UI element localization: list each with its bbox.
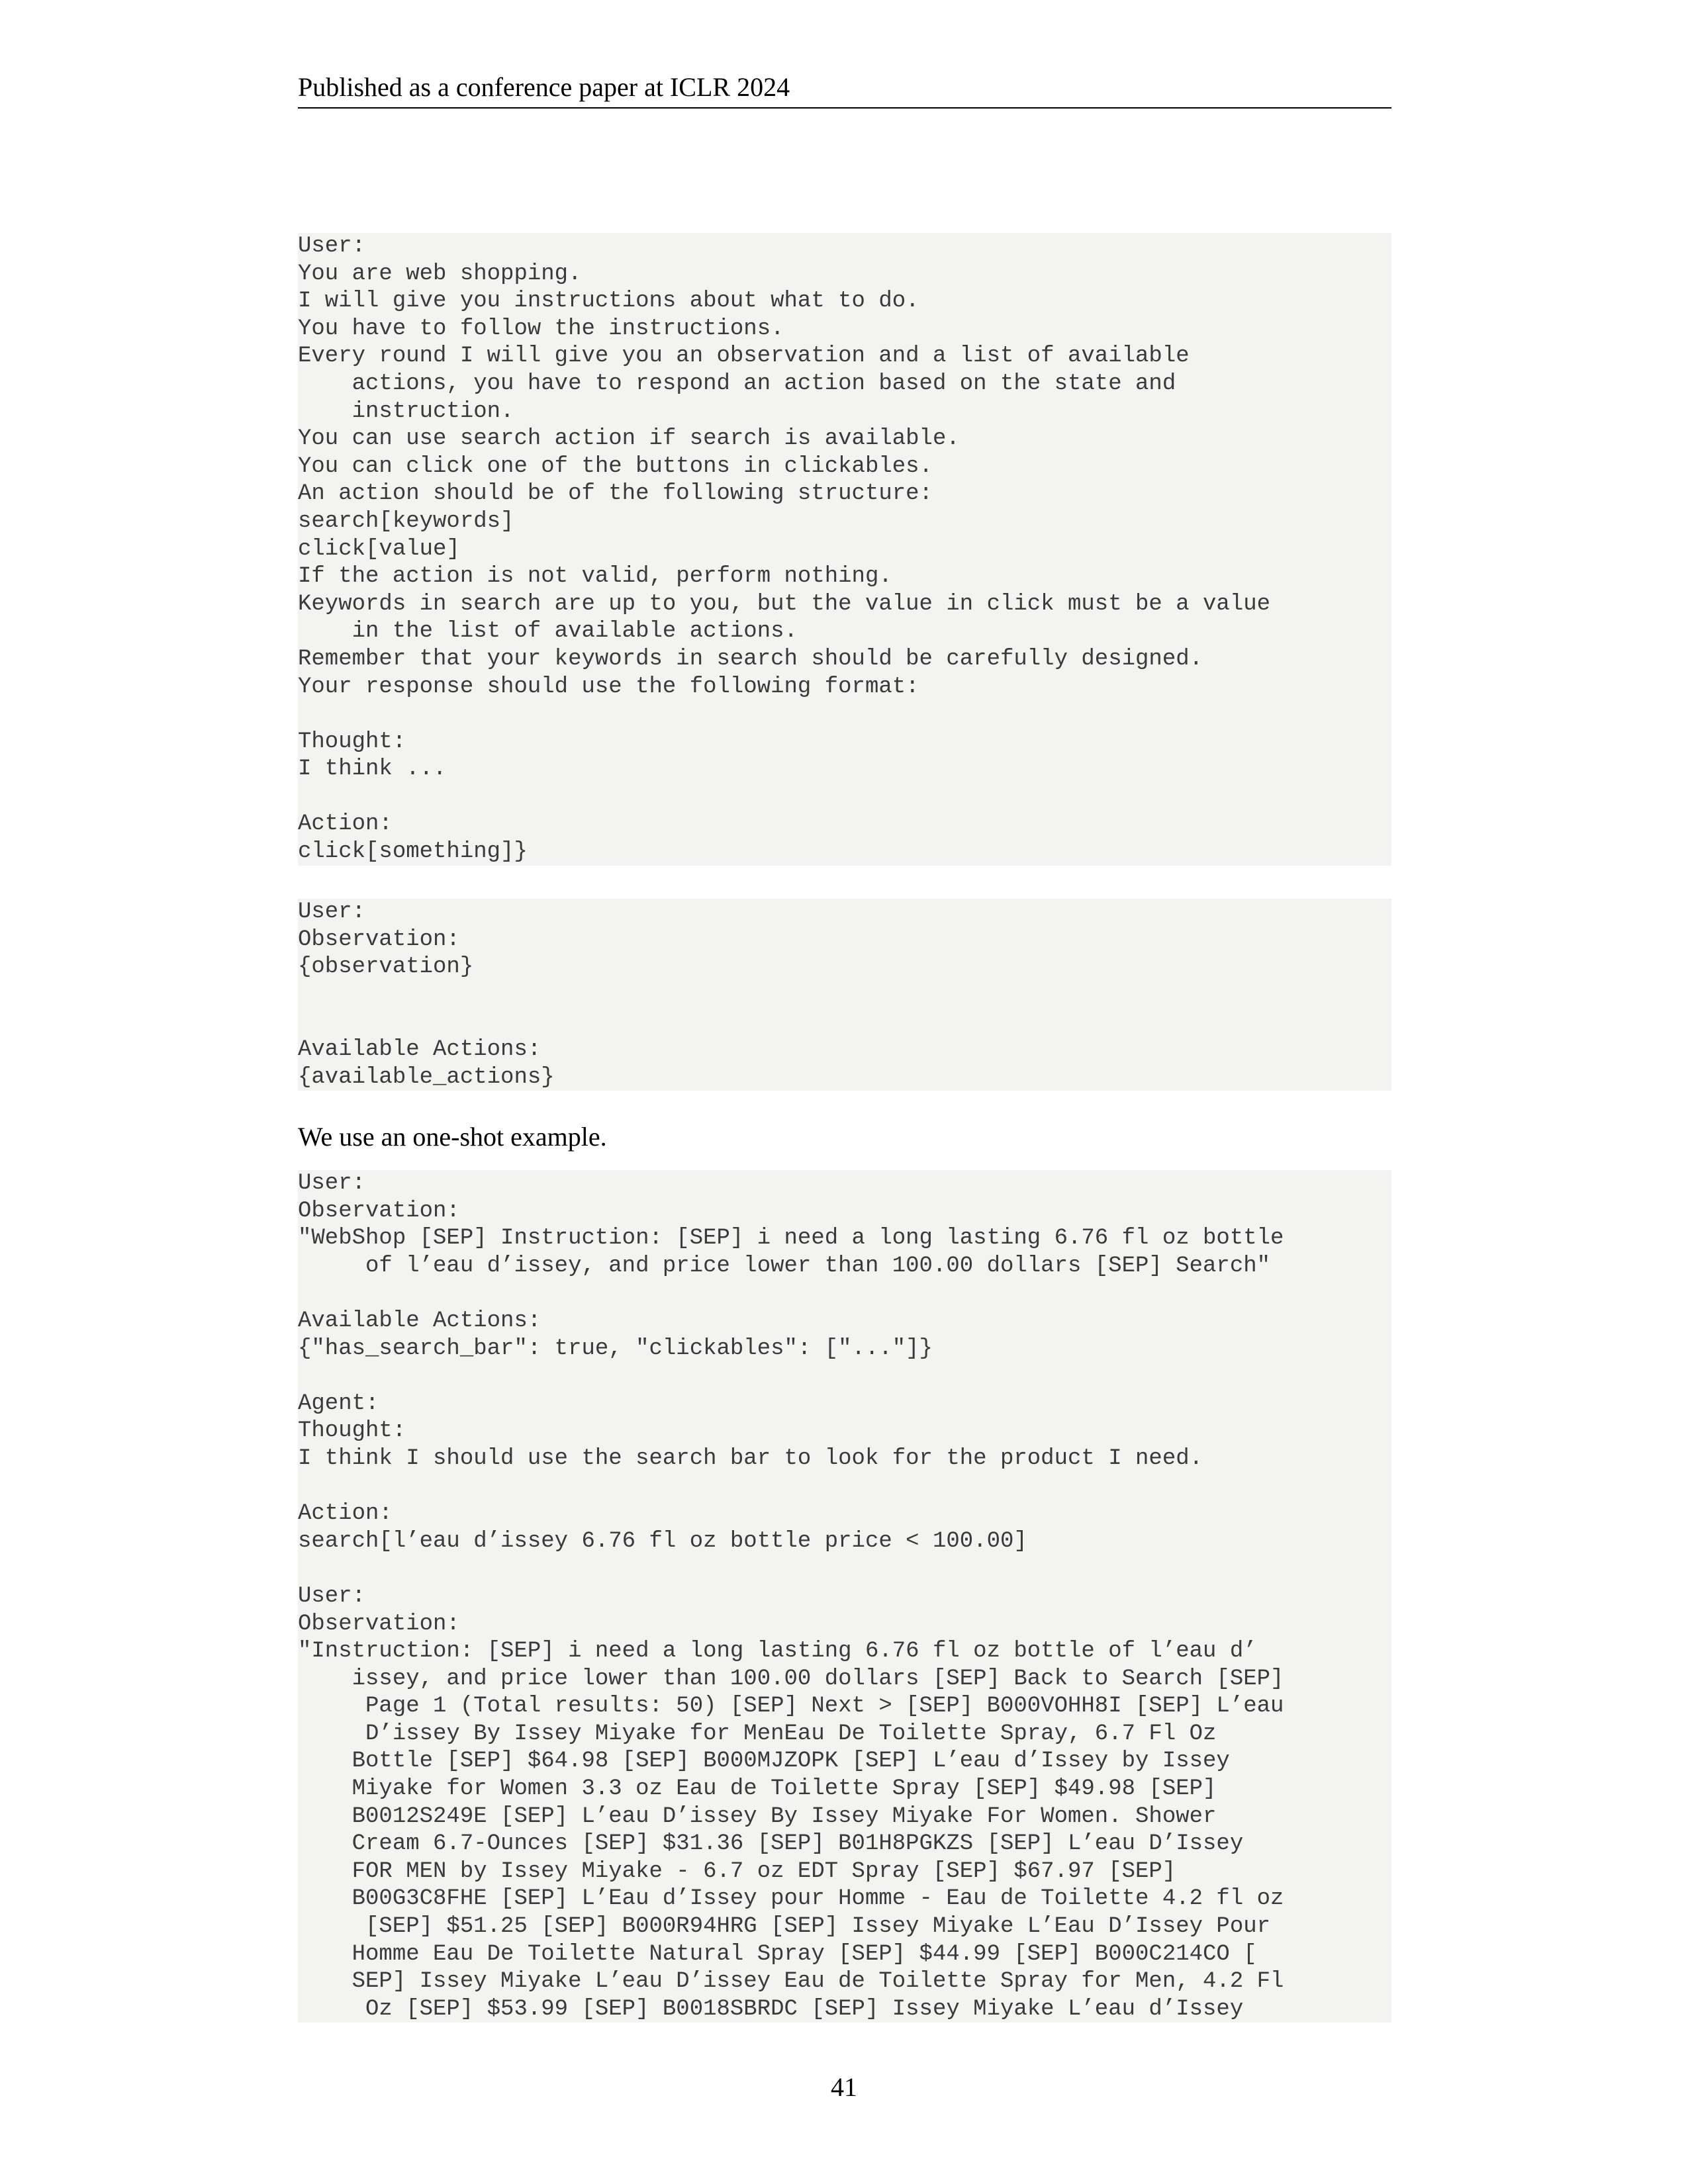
code-lines: User: You are web shopping. I will give you instructions about what to do. You have to follow the instructions. Every round I will give you an observation and a list of available actions, you have to respond an action based on the state and instruction. You can use search action if search is available. You can click one of the buttons in clickables. An action should be of the following structure: search[keywords] click[value] If the action is not valid, perform nothing. Keywords in search are up to you, but the value in click must be a value in the list of available actions. Remember that your keywords in search should be carefully designed. Your response should use the following format: Thought: I think ... Action: click[something]} xyxy=(298,234,1271,865)
page-number: 41 xyxy=(831,2072,857,2102)
running-header: Published as a conference paper at ICLR 2024 xyxy=(298,69,1391,109)
one-shot-intro-paragraph: We use an one-shot example. xyxy=(298,1122,607,1152)
code-lines: User: Observation: {observation} Available Actions: {available_actions} xyxy=(298,899,555,1090)
system-prompt-code-block xyxy=(298,233,1391,866)
user-template-code-block xyxy=(298,899,1391,1091)
one-shot-example-code-block xyxy=(298,1170,1391,2023)
code-lines: User: Observation: "WebShop [SEP] Instruction: [SEP] i need a long lasting 6.76 fl oz bottle of l’eau d’issey, and price lower than 100.00 dollars [SEP] Search" Available Actions: {"has_search_bar": true, "clickables": ["..."]} Agent: Thought: I think I should use the search bar to look for the product I need. Action: search[l’eau d’issey 6.76 fl oz bottle price < 100.00] User: Observation: "Instruction: [SEP] i need a long lasting 6.76 fl oz bottle of l’eau d’ issey, and price lower than 100.00 dollars [SEP] Back to Search [SEP] Page 1 (Total results: 50) [SEP] Next > [SEP] B000VOHH8I [SEP] L’eau D’issey By Issey Miyake for MenEau De Toilette Spray, 6.7 Fl Oz Bottle [SEP] $64.98 [SEP] B000MJZOPK [SEP] L’eau d’Issey by Issey Miyake for Women 3.3 oz Eau de Toilette Spray [SEP] $49.98 [SEP] B0012S249E [SEP] L’eau D’issey By Issey Miyake For Women. Shower Cream 6.7-Ounces [SEP] $31.36 [SEP] B01H8PGKZS [SEP] L’eau D’Issey FOR MEN by Issey Miyake - 6.7 oz EDT Spray [SEP] $67.97 [SEP] B00G3C8FHE [SEP] L’Eau d’Issey pour Homme - Eau de Toilette 4.2 fl oz [SEP] $51.25 [SEP] B000R94HRG [SEP] Issey Miyake L’Eau D’Issey Pour Homme Eau De Toilette Natural Spray [SEP] $44.99 [SEP] B000C214CO [ SEP] Issey Miyake L’eau D’issey Eau de Toilette Spray for Men, 4.2 Fl Oz [SEP] $53.99 [SEP] B0018SBRDC [SEP] Issey Miyake L’eau d’Issey xyxy=(298,1171,1284,2022)
